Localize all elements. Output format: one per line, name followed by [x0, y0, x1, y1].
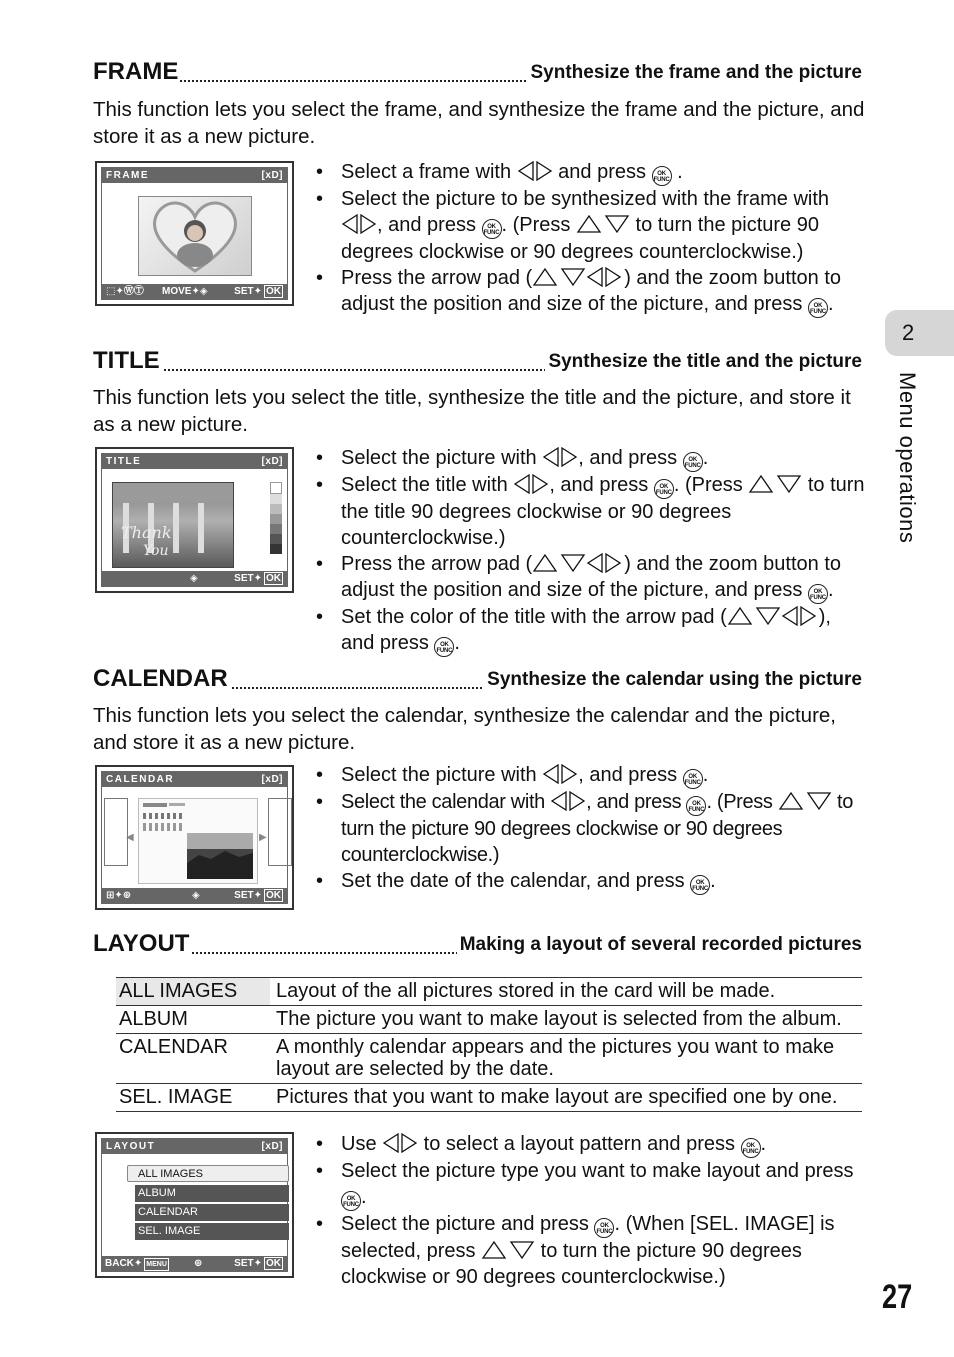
next-calendar-thumb — [268, 798, 292, 866]
frame-screen — [95, 161, 294, 306]
chapter-title: Menu operations — [895, 372, 920, 544]
title-description: This function lets you select the title, synthesize the title and the picture, and store it as a new picture. — [93, 386, 851, 436]
screen-header: FRAME — [106, 170, 150, 181]
calendar-photo — [139, 799, 257, 883]
calendar-title: CALENDAR — [93, 665, 228, 692]
layout-heading — [93, 930, 862, 960]
table-row: SEL. IMAGE Pictures that you want to make layout are specified one by one. — [116, 1084, 862, 1112]
arrow-pad-hint-icon: ◈ — [190, 573, 198, 584]
table-row: CALENDAR A monthly calendar appears and the pictures you want to make layout are selected by the date. — [116, 1034, 862, 1084]
move-hint: MOVE✦◈ — [162, 286, 208, 297]
list-item: • Select the title with , and press OK FUNC . (Press to turn the title 90 degrees clockwise or 90 degrees counterclockwise.) — [314, 472, 869, 551]
frame-heading — [93, 58, 862, 88]
ok-func-button-icon: OK FUNC — [482, 219, 502, 239]
arrow-pad-icon — [532, 553, 624, 573]
up-down-arrows-icon — [748, 474, 802, 494]
table-row: ALL IMAGES Layout of the all pictures stored in the card will be made. — [116, 978, 862, 1006]
ok-func-button-icon: OK FUNC — [594, 1218, 614, 1238]
left-right-arrows-icon — [513, 474, 549, 494]
layout-title: LAYOUT — [93, 930, 190, 957]
prev-calendar-thumb — [104, 798, 128, 866]
list-item: • Select the calendar with , and press OK FUNC . (Press to turn the picture 90 degrees clockwise or 90 degrees counterclockwise.) — [314, 789, 869, 868]
title-subtitle: Synthesize the title and the picture — [545, 351, 862, 373]
svg-text:Thank: Thank — [121, 523, 172, 542]
frame-title: FRAME — [93, 58, 179, 85]
calendar-subtitle: Synthesize the calendar using the picture — [484, 669, 862, 691]
ok-func-button-icon: OK FUNC — [434, 637, 454, 657]
title-steps — [314, 445, 869, 657]
up-down-arrows-icon — [778, 791, 832, 811]
building-photo — [113, 483, 233, 567]
ok-func-button-icon: OK FUNC — [686, 796, 706, 816]
card-indicator: [xD] — [261, 774, 283, 785]
calendar-description: This function lets you select the calendar, synthesize the calendar and the picture, and store it as a new picture. — [93, 704, 836, 754]
list-item: • Press the arrow pad ( ) and the zoom button to adjust the position and size of the picture, and press OK FUNC . — [314, 265, 869, 318]
ok-func-button-icon: OK FUNC — [654, 479, 674, 499]
ok-func-button-icon: OK FUNC — [652, 166, 672, 186]
calendar-heading — [93, 665, 862, 695]
color-palette — [270, 482, 282, 566]
set-hint: SET✦ OK — [234, 286, 281, 297]
ok-func-button-icon: OK FUNC — [341, 1191, 361, 1211]
calendar-preview — [138, 798, 258, 884]
arrow-pad-icon — [727, 606, 819, 626]
left-right-arrows-icon — [542, 764, 578, 784]
layout-options-table — [116, 977, 862, 1112]
svg-text:You: You — [143, 543, 169, 559]
calendar-steps — [314, 762, 869, 895]
frame-preview — [138, 196, 252, 276]
ok-func-button-icon: OK FUNC — [741, 1138, 761, 1158]
calendar-screen — [95, 765, 294, 910]
left-right-arrows-icon — [382, 1133, 418, 1153]
set-hint: SET✦ OK — [234, 573, 281, 584]
left-right-arrows-icon — [542, 447, 578, 467]
title-screen — [95, 447, 294, 593]
arrow-pad-icon — [532, 267, 624, 287]
card-indicator: [xD] — [261, 456, 283, 467]
layout-subtitle: Making a layout of several recorded pictures — [457, 934, 862, 956]
list-item: • Select the picture with , and press OK FUNC . — [314, 762, 869, 789]
title-title: TITLE — [93, 347, 160, 374]
list-item: • Set the date of the calendar, and press OK FUNC . — [314, 868, 869, 895]
menu-item-all-images[interactable]: ALL IMAGES — [127, 1165, 289, 1182]
chapter-number: 2 — [902, 320, 915, 345]
menu-item-album[interactable]: ALBUM — [135, 1185, 289, 1202]
ok-func-button-icon: OK FUNC — [690, 875, 710, 895]
left-right-arrows-icon — [341, 214, 377, 234]
set-hint: SET✦ OK — [234, 890, 281, 901]
frame-description: This function lets you select the frame, and synthesize the frame and the picture, and store it as a new picture. — [93, 98, 865, 148]
left-right-arrows-icon — [517, 161, 553, 181]
ok-func-button-icon: OK FUNC — [808, 584, 828, 604]
up-down-hint-icon: ⊕ — [194, 1258, 203, 1269]
layout-steps — [314, 1131, 869, 1290]
menu-item-sel-image[interactable]: SEL. IMAGE — [135, 1223, 289, 1240]
rotate-zoom-icon: ⬚✦ⓌⓉ — [106, 286, 144, 297]
card-indicator: [xD] — [261, 1141, 283, 1152]
right-arrow-icon: ▶ — [259, 832, 267, 843]
menu-item-calendar[interactable]: CALENDAR — [135, 1204, 289, 1221]
layout-screen — [95, 1132, 294, 1278]
list-item: • Press the arrow pad ( ) and the zoom button to adjust the position and size of the picture, and press OK FUNC . — [314, 551, 869, 604]
heart-frame-image — [139, 197, 251, 275]
left-arrow-icon: ◀ — [126, 832, 134, 843]
list-item: • Select the picture with , and press OK FUNC . — [314, 445, 869, 472]
screen-header: CALENDAR — [106, 774, 175, 785]
chapter-tab — [885, 310, 954, 356]
page-number: 27 — [882, 1278, 913, 1316]
list-item: • Use to select a layout pattern and press OK FUNC . — [314, 1131, 869, 1158]
back-hint: BACK✦ MENU — [105, 1258, 167, 1269]
ok-func-button-icon: OK FUNC — [808, 298, 828, 318]
list-item: • Set the color of the title with the arrow pad ( ), and press OK FUNC . — [314, 604, 869, 657]
up-down-arrows-icon — [481, 1240, 535, 1260]
left-right-arrows-icon — [550, 791, 586, 811]
frame-steps — [314, 159, 869, 318]
ok-func-button-icon: OK FUNC — [683, 452, 703, 472]
layout-rotate-icon: ⊞✦⊕ — [106, 890, 132, 901]
card-indicator: [xD] — [261, 170, 283, 181]
list-item: • Select the picture to be synthesized with the frame with , and press OK FUNC . (Press to turn the picture 90 degrees clockwise or 90 degrees counterclockwise.) — [314, 186, 869, 265]
up-down-arrows-icon — [576, 214, 630, 234]
table-row: ALBUM The picture you want to make layout is selected from the album. — [116, 1006, 862, 1034]
screen-header: TITLE — [106, 456, 142, 467]
title-preview-image — [112, 482, 234, 568]
list-item: • Select the picture and press OK FUNC . (When [SEL. IMAGE] is selected, press to turn the picture 90 degrees clockwise or 90 degrees counterclockwise.) — [314, 1211, 869, 1290]
frame-subtitle: Synthesize the frame and the picture — [527, 62, 862, 84]
title-heading — [93, 347, 862, 377]
left-right-hint-icon: ◈ — [192, 890, 200, 901]
ok-func-button-icon: OK FUNC — [683, 769, 703, 789]
list-item: • Select the picture type you want to make layout and press OK FUNC . — [314, 1158, 869, 1211]
screen-header: LAYOUT — [106, 1141, 156, 1152]
list-item: • Select a frame with and press OK FUNC . — [314, 159, 869, 186]
set-hint: SET✦ OK — [234, 1258, 281, 1269]
